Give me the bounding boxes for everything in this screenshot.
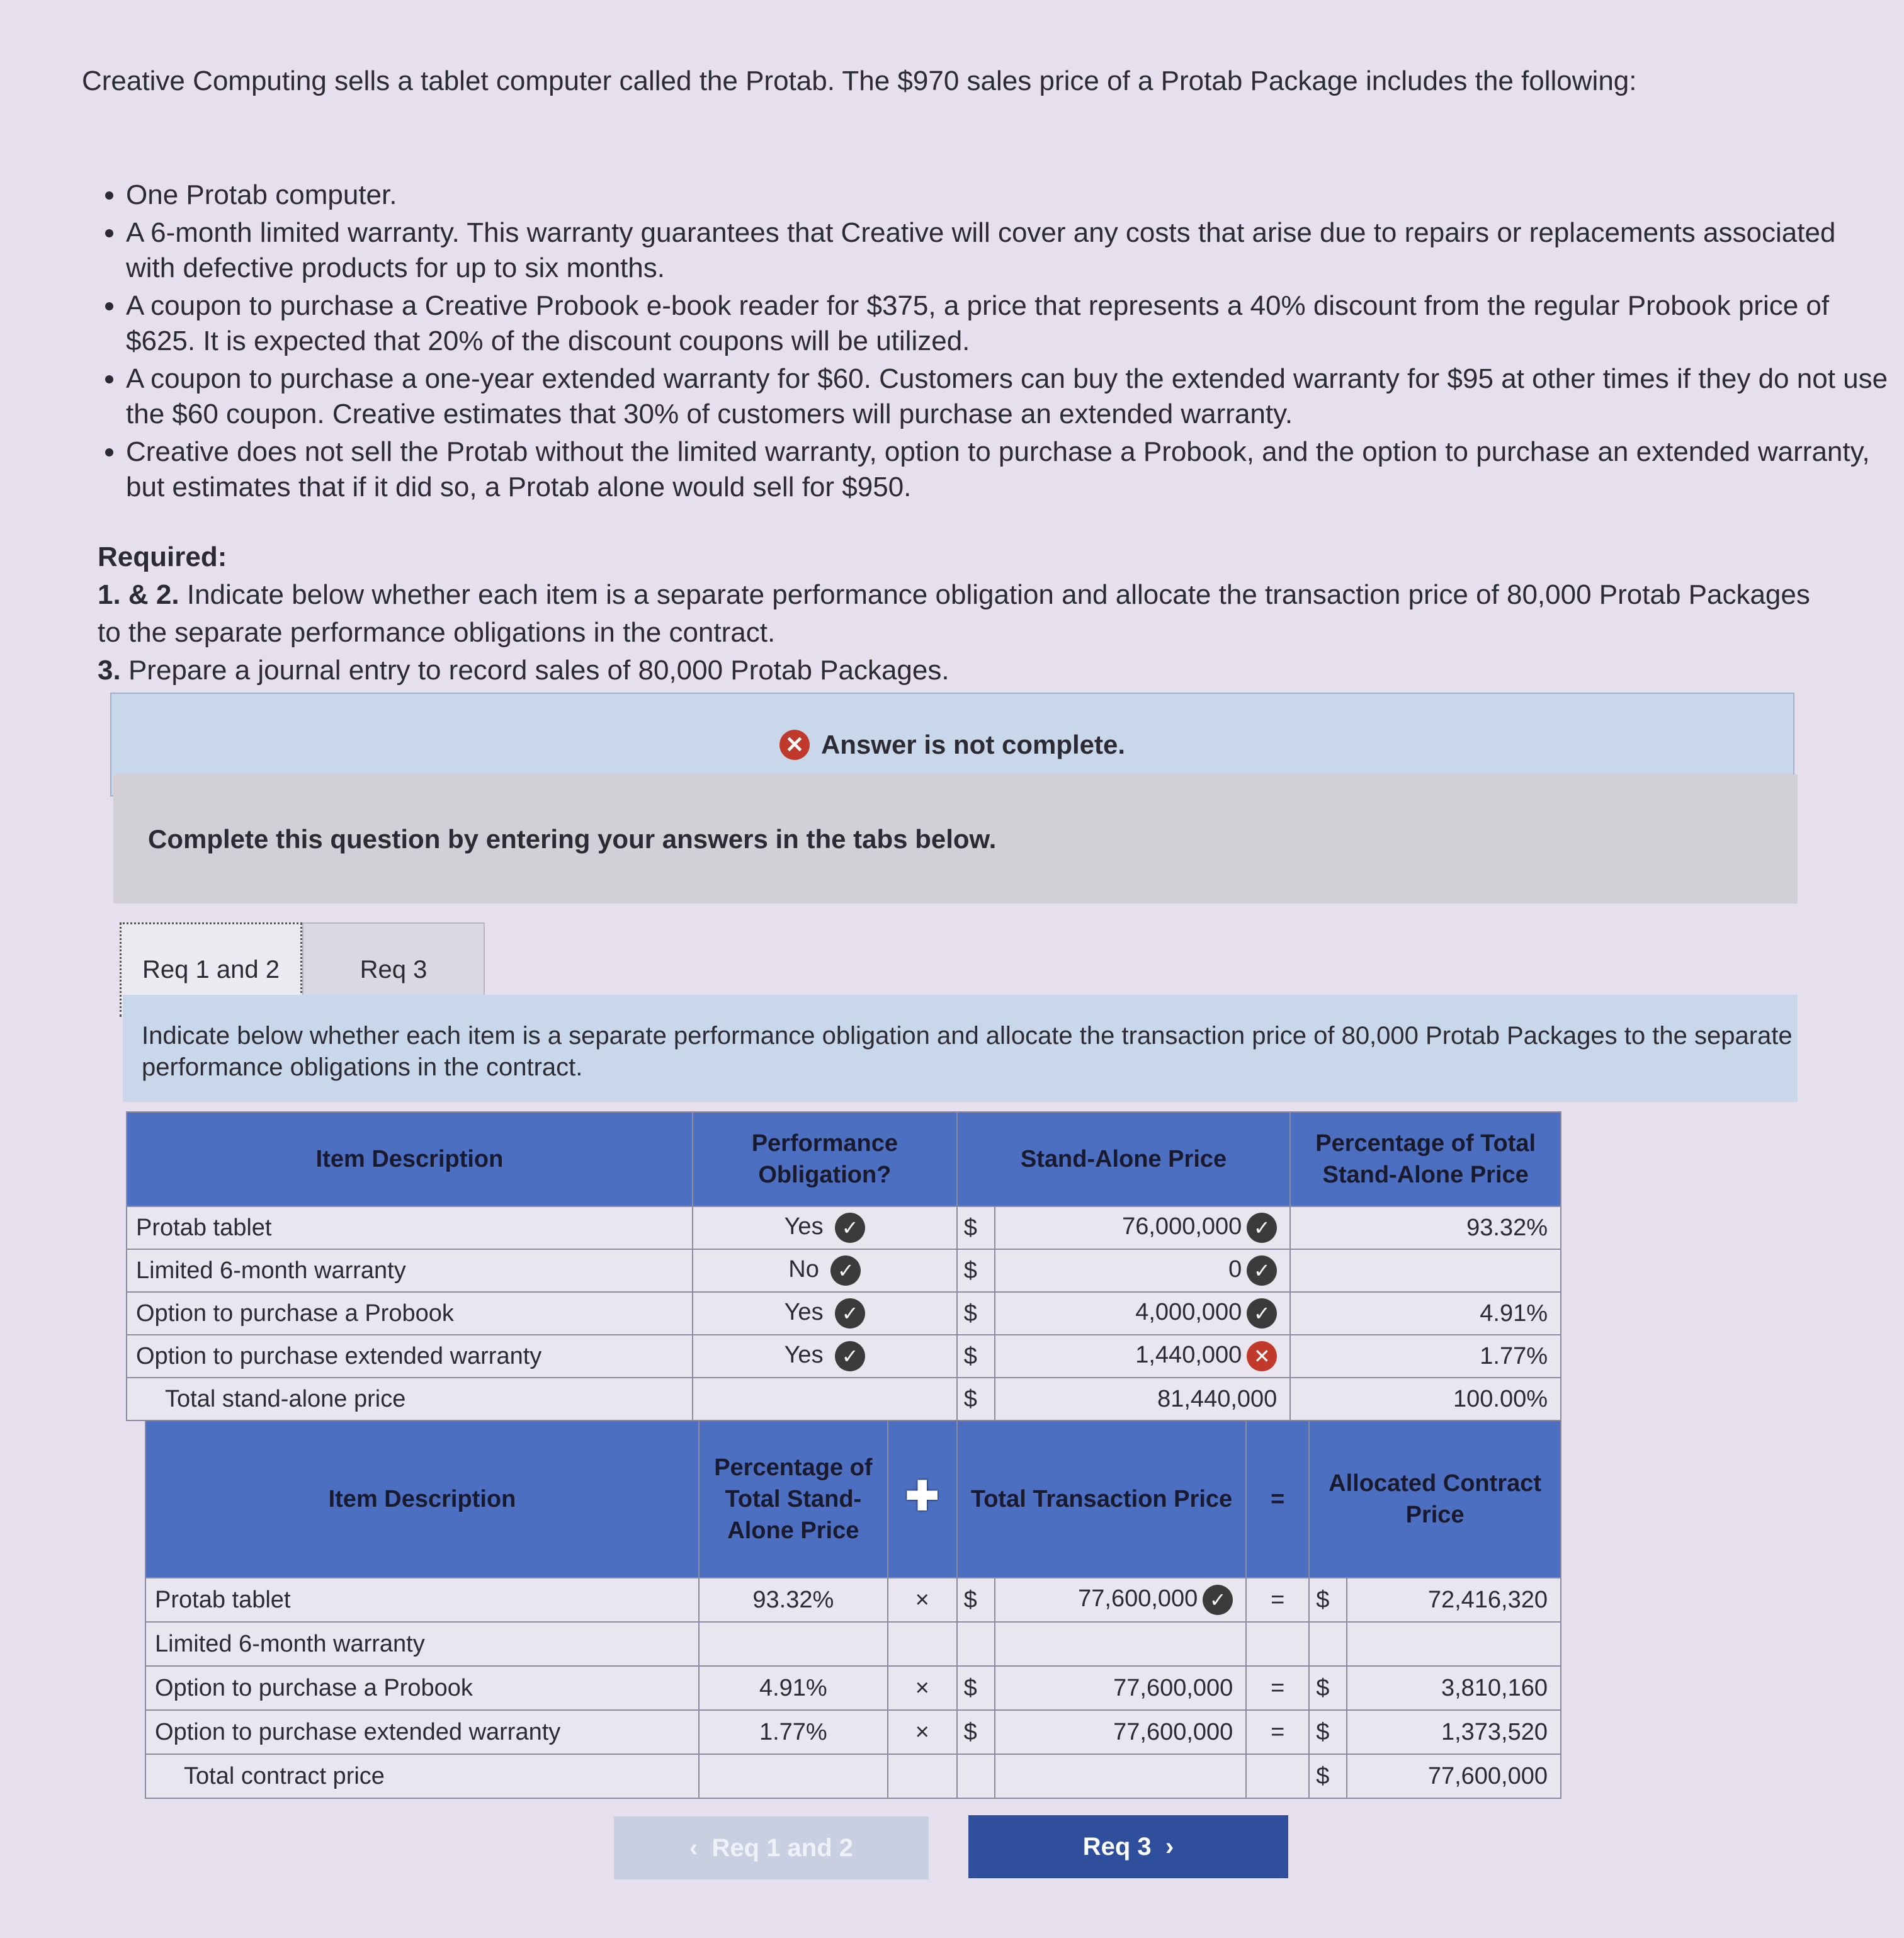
stand-alone-price-value: 76,000,000 (1122, 1213, 1242, 1240)
empty-cell (957, 1754, 995, 1798)
required-section (98, 538, 1835, 689)
total-transaction-price-input[interactable] (995, 1578, 1247, 1622)
table-row (145, 1666, 1561, 1710)
stand-alone-price-input[interactable] (995, 1249, 1291, 1292)
percentage-value: 1.77% (699, 1710, 888, 1754)
total-row (127, 1378, 1561, 1420)
check-icon: ✓ (835, 1341, 865, 1371)
currency-symbol: $ (957, 1378, 995, 1420)
col-header-percentage: Percentage of Total Stand-Alone Price (1290, 1112, 1561, 1206)
total-percentage: 100.00% (1290, 1378, 1561, 1420)
total-row (145, 1754, 1561, 1798)
row-description: Limited 6-month warranty (127, 1249, 693, 1292)
percentage-value (699, 1622, 888, 1666)
row-description: Option to purchase extended warranty (127, 1335, 693, 1378)
required-item-1-number: 1. & 2. (98, 579, 179, 610)
plus-icon: ✚ (905, 1473, 939, 1519)
total-stand-alone-price: 81,440,000 (995, 1378, 1291, 1420)
empty-cell (995, 1754, 1247, 1798)
equals-operator: = (1246, 1666, 1309, 1710)
check-icon: ✓ (830, 1255, 861, 1286)
row-description: Option to purchase a Probook (127, 1292, 693, 1335)
multiply-operator (888, 1622, 957, 1666)
stand-alone-price-input[interactable] (995, 1335, 1291, 1378)
stand-alone-price-input[interactable] (995, 1206, 1291, 1249)
required-item-3 (98, 652, 1835, 689)
percentage-value: 93.32% (1290, 1206, 1561, 1249)
required-item-3-text: Prepare a journal entry to record sales of 80,000 Protab Packages. (128, 655, 949, 686)
currency-symbol: $ (957, 1292, 995, 1335)
allocation-table (145, 1420, 1561, 1799)
col-header-allocated-contract-price: Allocated Contract Price (1309, 1420, 1561, 1578)
col-header-equals: = (1246, 1420, 1309, 1578)
performance-obligation-value: Yes (784, 1342, 824, 1369)
stand-alone-price-value: 1,440,000 (1135, 1342, 1242, 1369)
prev-button[interactable] (614, 1816, 929, 1879)
col-header-item-description: Item Description (145, 1420, 699, 1578)
instructions: Complete this question by entering your answers in the tabs below. (113, 774, 1798, 904)
empty-cell (888, 1754, 957, 1798)
total-transaction-price-input[interactable]: 77,600,000 (995, 1710, 1247, 1754)
stand-alone-price-value: 4,000,000 (1135, 1299, 1242, 1326)
row-description: Protab tablet (127, 1206, 693, 1249)
percentage-value (1290, 1249, 1561, 1292)
multiply-operator: × (888, 1666, 957, 1710)
table-row (127, 1206, 1561, 1249)
currency-symbol: $ (1309, 1710, 1347, 1754)
currency-symbol: $ (1309, 1578, 1347, 1622)
check-icon: ✓ (835, 1298, 865, 1329)
answer-status-text: Answer is not complete. (820, 729, 1126, 759)
tab-req-3[interactable]: Req 3 (302, 922, 485, 1017)
required-item-1-text: Indicate below whether each item is a separate performance obligation and allocate the transaction price of 80,000 Protab Packages to the separate performance obligations in the contract. (98, 579, 1810, 648)
bullet-item: • One Protab computer. (126, 178, 1889, 213)
check-icon: ✓ (835, 1213, 865, 1243)
equals-operator: = (1246, 1710, 1309, 1754)
row-description: Protab tablet (145, 1578, 699, 1622)
multiply-operator: × (888, 1710, 957, 1754)
check-icon: ✓ (1203, 1585, 1233, 1615)
multiply-operator: × (888, 1578, 957, 1622)
col-header-total-transaction-price: Total Transaction Price (957, 1420, 1247, 1578)
currency-symbol (1309, 1622, 1347, 1666)
row-description: Option to purchase extended warranty (145, 1710, 699, 1754)
total-contract-price: 77,600,000 (1347, 1754, 1561, 1798)
stand-alone-price-value: 0 (1228, 1256, 1242, 1283)
row-description: Option to purchase a Probook (145, 1666, 699, 1710)
row-description: Limited 6-month warranty (145, 1622, 699, 1666)
tab-req-1-and-2[interactable]: Req 1 and 2 (120, 922, 302, 1017)
col-header-item-description: Item Description (127, 1112, 693, 1206)
empty-cell (699, 1754, 888, 1798)
intro-text: Creative Computing sells a tablet computer called the Protab. The $970 sales price of a Protab Package includes the following: (82, 65, 1637, 96)
required-item-3-number: 3. (98, 655, 121, 686)
performance-obligation-value: Yes (784, 1299, 824, 1326)
percentage-value: 93.32% (699, 1578, 888, 1622)
performance-obligation-select[interactable] (693, 1292, 957, 1335)
table-row (127, 1335, 1561, 1378)
table-row (127, 1249, 1561, 1292)
percentage-value: 4.91% (1290, 1292, 1561, 1335)
x-icon: ✕ (1247, 1341, 1277, 1371)
bullet-item: • A coupon to purchase a one-year extended warranty for $60. Customers can buy the extended warranty for $95 at other times if they do not use the $60 coupon. Creative estimates that 30% of customers will purchase an extended warranty. (126, 361, 1889, 432)
total-transaction-price-value: 77,600,000 (1078, 1585, 1198, 1612)
currency-symbol: $ (957, 1335, 995, 1378)
performance-obligation-select[interactable] (693, 1206, 957, 1249)
currency-symbol (957, 1622, 995, 1666)
currency-symbol: $ (957, 1666, 995, 1710)
total-label: Total stand-alone price (127, 1378, 693, 1420)
check-icon: ✓ (1247, 1255, 1277, 1286)
percentage-value: 4.91% (699, 1666, 888, 1710)
percentage-value: 1.77% (1290, 1335, 1561, 1378)
allocated-price-value: 3,810,160 (1347, 1666, 1561, 1710)
stand-alone-price-input[interactable] (995, 1292, 1291, 1335)
col-header-stand-alone-price: Stand-Alone Price (957, 1112, 1291, 1206)
tab-instructions: Indicate below whether each item is a separate performance obligation and allocate the transaction price of 80,000 Protab Packages to the separate performance obligations in the contract. (123, 995, 1798, 1102)
prev-button-label: Req 1 and 2 (711, 1833, 854, 1862)
chevron-left-icon: ‹ (689, 1833, 712, 1862)
table-row (145, 1710, 1561, 1754)
check-icon: ✓ (1247, 1213, 1277, 1243)
table-row (145, 1578, 1561, 1622)
currency-symbol: $ (957, 1206, 995, 1249)
required-item-1 (98, 576, 1835, 652)
bullet-list (94, 178, 1889, 507)
equals-operator (1246, 1622, 1309, 1666)
allocated-price-value (1347, 1622, 1561, 1666)
currency-symbol: $ (957, 1710, 995, 1754)
equals-operator: = (1246, 1578, 1309, 1622)
table-row (145, 1622, 1561, 1666)
required-heading: Required: (98, 541, 227, 572)
performance-obligation-select[interactable] (693, 1335, 957, 1378)
allocated-price-value: 72,416,320 (1347, 1578, 1561, 1622)
total-transaction-price-input[interactable]: 77,600,000 (995, 1666, 1247, 1710)
stand-alone-price-table (126, 1111, 1561, 1421)
currency-symbol: $ (1309, 1666, 1347, 1710)
currency-symbol: $ (1309, 1754, 1347, 1798)
check-icon: ✓ (1247, 1298, 1277, 1329)
allocated-price-value: 1,373,520 (1347, 1710, 1561, 1754)
currency-symbol: $ (957, 1249, 995, 1292)
col-header-performance-obligation: Performance Obligation? (693, 1112, 957, 1206)
chevron-right-icon: › (1151, 1832, 1174, 1861)
performance-obligation-select[interactable] (693, 1249, 957, 1292)
total-transaction-price-value (995, 1622, 1247, 1666)
x-icon: ✕ (779, 730, 810, 760)
total-label: Total contract price (145, 1754, 699, 1798)
col-header-operator (888, 1420, 957, 1578)
col-header-percentage: Percentage of Total Stand-Alone Price (699, 1420, 888, 1578)
empty-cell (1246, 1754, 1309, 1798)
bullet-item: • A 6-month limited warranty. This warranty guarantees that Creative will cover any costs that arise due to repairs or replacements associated with defective products for up to six months. (126, 215, 1889, 286)
bullet-item: • A coupon to purchase a Creative Probook e-book reader for $375, a price that represents a 40% discount from the regular Probook price of $625. It is expected that 20% of the discount coupons will be utilized. (126, 288, 1889, 359)
performance-obligation-value: Yes (784, 1213, 824, 1240)
currency-symbol: $ (957, 1578, 995, 1622)
next-button-label: Req 3 (1082, 1832, 1152, 1861)
table-row (127, 1292, 1561, 1335)
empty-cell (693, 1378, 957, 1420)
performance-obligation-value: No (788, 1256, 819, 1283)
bullet-item: • Creative does not sell the Protab without the limited warranty, option to purchase a Probook, and the option to purchase an extended warranty, but estimates that if it did so, a Protab alone would sell for $950. (126, 434, 1889, 505)
next-button[interactable] (968, 1815, 1288, 1878)
